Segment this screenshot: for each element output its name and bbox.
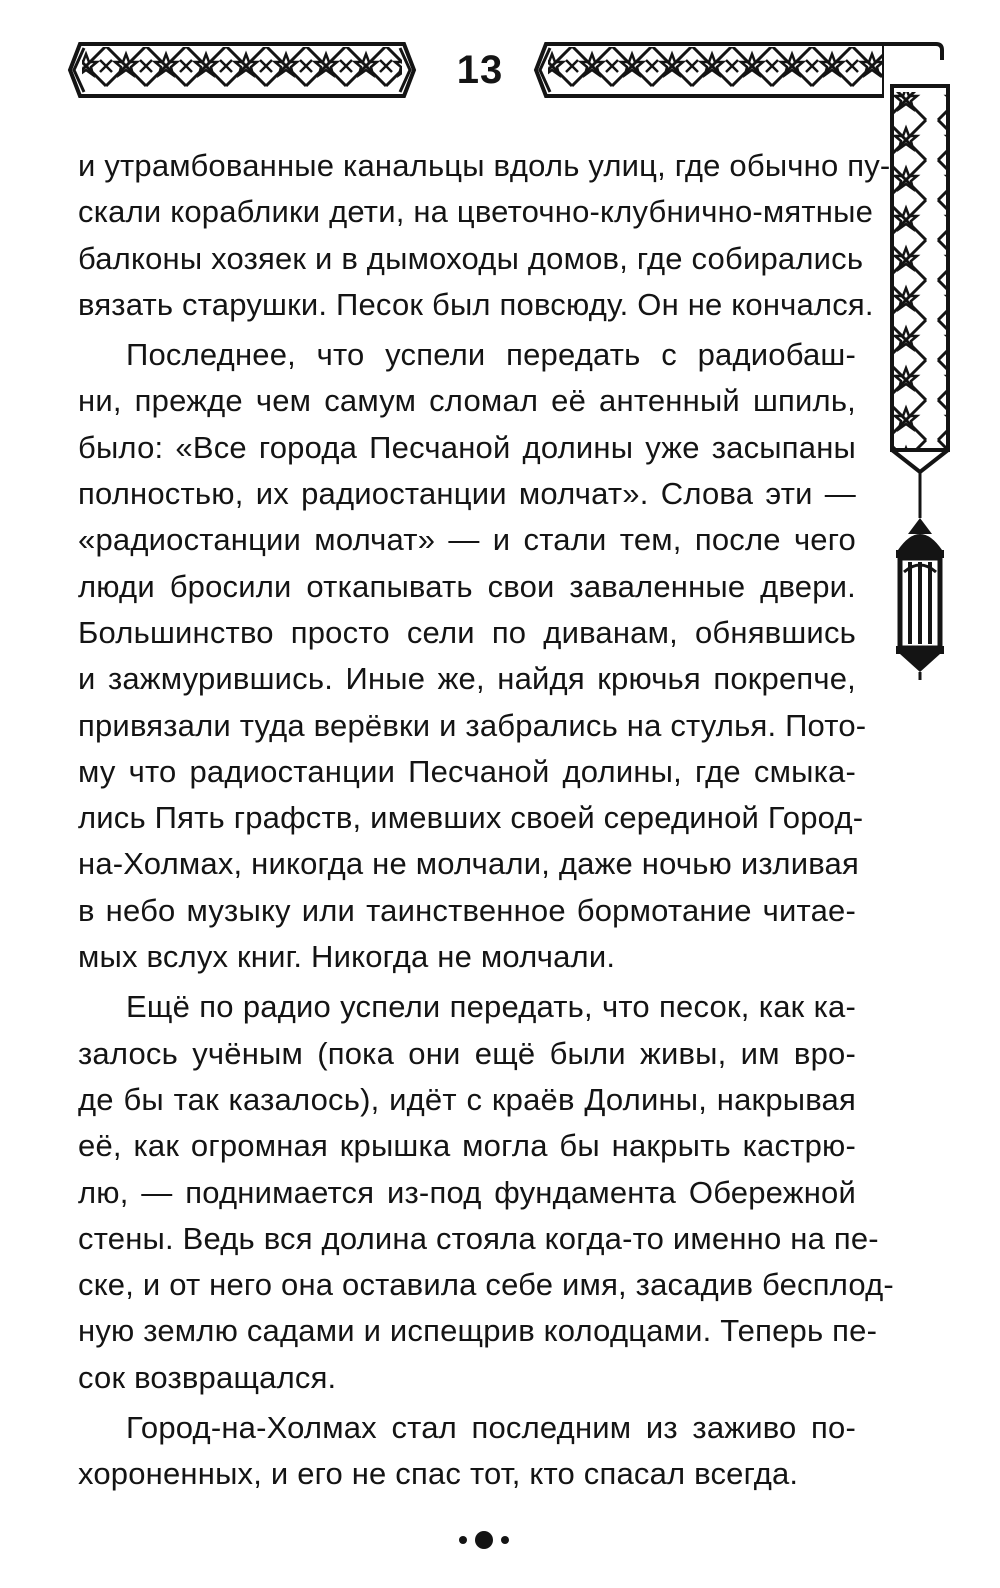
text-line: «радиостанции молчат» — и стали тем, после чего xyxy=(78,522,856,558)
dots-separator-icon xyxy=(454,1528,514,1552)
text-line: ную землю садами и испещрив колодцами. Теперь пе- xyxy=(78,1313,878,1349)
text-line: сок возвращался. xyxy=(78,1359,337,1395)
text-line: в небо музыку или таинственное бормотание читае- xyxy=(78,892,856,928)
text-line: Последнее, что успели передать с радиобаш- xyxy=(126,337,856,373)
text-line: Ещё по радио успели передать, что песок, как ка- xyxy=(126,989,856,1025)
text-line: стены. Ведь вся долина стояла когда-то именно на пе- xyxy=(78,1220,879,1256)
text-line: ни, прежде чем самум сломал её антенный шпиль, xyxy=(78,383,856,419)
text-line: Большинство просто сели по диванам, обнявшись xyxy=(78,614,856,650)
text-line: Город-на-Холмах стал последним из заживо по- xyxy=(126,1410,856,1446)
text-line: люди бросили откапывать свои заваленные двери. xyxy=(78,568,856,604)
text-line: привязали туда верёвки и забрались на стулья. Пото- xyxy=(78,707,867,743)
text-line: мых вслух книг. Никогда не молчали. xyxy=(78,939,616,975)
paragraph xyxy=(78,332,867,980)
body-text xyxy=(78,143,894,1498)
paragraph xyxy=(78,984,894,1401)
text-line: вязать старушки. Песок был повсюду. Он не кончался. xyxy=(78,286,874,322)
text-line: залось учёным (пока они ещё были живы, им вро- xyxy=(78,1035,856,1071)
text-line: на-Холмах, никогда не молчали, даже ночью изливая xyxy=(78,846,859,882)
text-line: ске, и от него она оставила себе имя, засадив бесплод- xyxy=(78,1267,894,1303)
text-line: му что радиостанции Песчаной долины, где смыка- xyxy=(78,753,856,789)
side-ornament-icon xyxy=(880,40,962,680)
text-line: скали кораблики дети, на цветочно-клубнично-мятные xyxy=(78,194,874,230)
text-line: и зажмурившись. Иные же, найдя крючья покрепче, xyxy=(78,661,856,697)
text-line: хороненных, и его не спас тот, кто спасал всегда. xyxy=(78,1456,799,1492)
text-line: было: «Все города Песчаной долины уже засыпаны xyxy=(78,429,856,465)
text-line: де бы так казалось), идёт с краёв Долины, накрывая xyxy=(78,1081,856,1117)
page-number: 13 xyxy=(456,48,504,92)
text-line: и утрамбованные канальцы вдоль улиц, где обычно пу- xyxy=(78,148,891,183)
text-line: её, как огромная крышка могла бы накрыть кастрю- xyxy=(78,1128,856,1164)
text-line: балконы хозяек и в дымоходы домов, где собирались xyxy=(78,240,864,276)
header-ornament-right-icon xyxy=(532,40,884,100)
paragraph xyxy=(78,1405,856,1498)
header-ornament-left-icon xyxy=(66,40,418,100)
text-line: лю, — поднимается из-под фундамента Обережной xyxy=(78,1174,856,1210)
text-line: полностью, их радиостанции молчат». Слова эти — xyxy=(78,476,856,512)
text-line: лись Пять графств, имевших своей серединой Город- xyxy=(78,800,864,836)
paragraph xyxy=(78,143,891,328)
